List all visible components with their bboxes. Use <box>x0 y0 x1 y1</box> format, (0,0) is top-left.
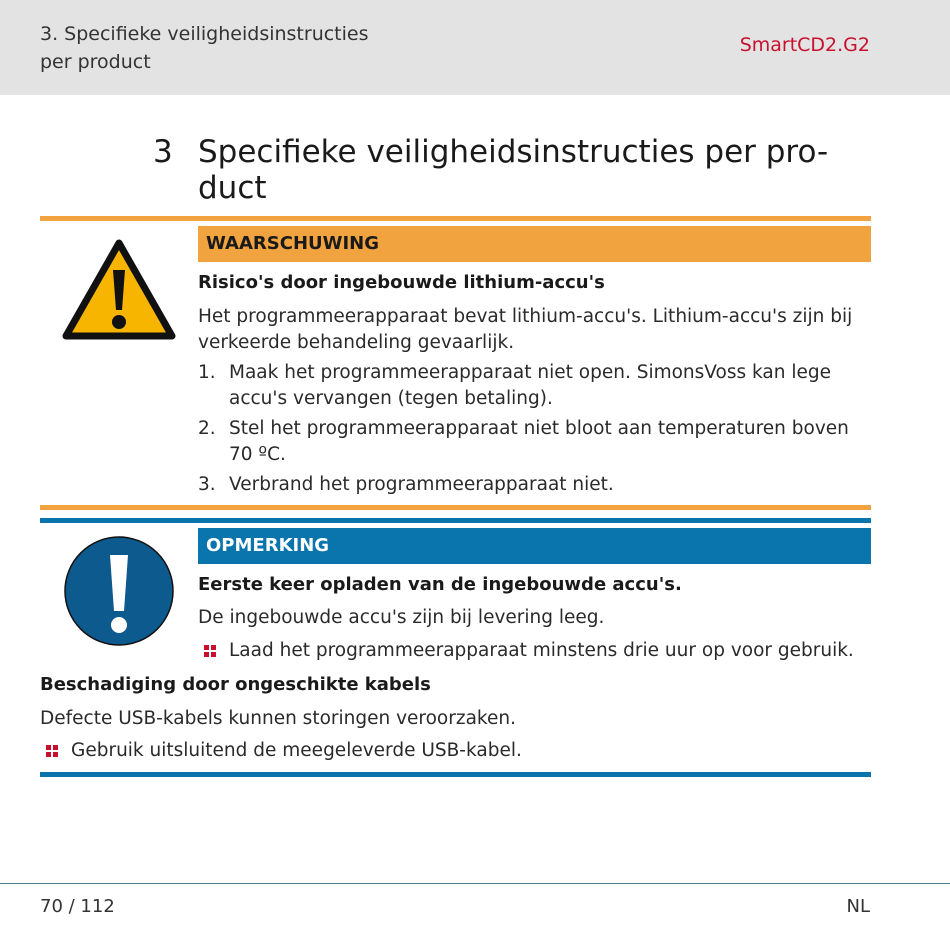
chapter-title: Specifieke veiligheidsinstructies per pro- duct <box>198 134 829 206</box>
step-number: 2. <box>198 418 216 439</box>
exclamation-circle-icon <box>63 535 175 647</box>
step-number: 1. <box>198 362 216 383</box>
page-header <box>0 0 950 95</box>
bullet-icon <box>46 745 58 757</box>
step-number: 3. <box>198 474 216 495</box>
warning-banner: WAARSCHUWING <box>198 226 871 262</box>
cable-action <box>40 738 870 764</box>
cable-subtitle: Beschadiging door ongeschikte kabels <box>40 674 431 695</box>
cable-text: Defecte USB-kabels kunnen storingen veroorzaken. <box>40 708 516 729</box>
list-item <box>198 360 870 412</box>
warning-steps <box>198 360 870 502</box>
list-item <box>198 472 870 498</box>
language-code: NL <box>846 896 870 917</box>
warning-subtitle: Risico's door ingebouwde lithium-accu's <box>198 272 605 293</box>
note-top-rule <box>40 518 871 523</box>
warning-top-rule <box>40 216 871 221</box>
note-action <box>198 638 870 664</box>
header-product-name: SmartCD2.G2 <box>739 34 870 56</box>
header-section-title: 3. Specifieke veiligheidsinstructies per product <box>40 23 369 73</box>
note-bottom-rule <box>40 772 871 777</box>
step-text: Verbrand het programmeerapparaat niet. <box>229 474 614 495</box>
list-item <box>198 416 870 468</box>
warning-text: Het programmeerapparaat bevat lithium-accu's. Lithium-accu's zijn bij verkeerde behandeling gevaarlijk. <box>198 306 853 353</box>
step-text: Maak het programmeerapparaat niet open. SimonsVoss kan lege accu's vervangen (tegen betaling). <box>229 362 831 409</box>
note-subtitle: Eerste keer opladen van de ingebouwde accu's. <box>198 574 682 595</box>
note-action-text: Laad het programmeerapparaat minstens drie uur op voor gebruik. <box>229 640 854 661</box>
page-number: 70 / 112 <box>40 896 115 917</box>
note-banner: OPMERKING <box>198 528 871 564</box>
cable-action-text: Gebruik uitsluitend de meegeleverde USB-kabel. <box>71 740 522 761</box>
chapter-number: 3 <box>153 134 173 170</box>
note-text: De ingebouwde accu's zijn bij levering leeg. <box>198 607 605 628</box>
warning-triangle-icon <box>62 238 176 342</box>
bullet-icon <box>204 645 216 657</box>
step-text: Stel het programmeerapparaat niet bloot aan temperaturen boven 70 ºC. <box>229 418 849 465</box>
footer-divider <box>0 883 950 884</box>
warning-bottom-rule <box>40 505 871 510</box>
